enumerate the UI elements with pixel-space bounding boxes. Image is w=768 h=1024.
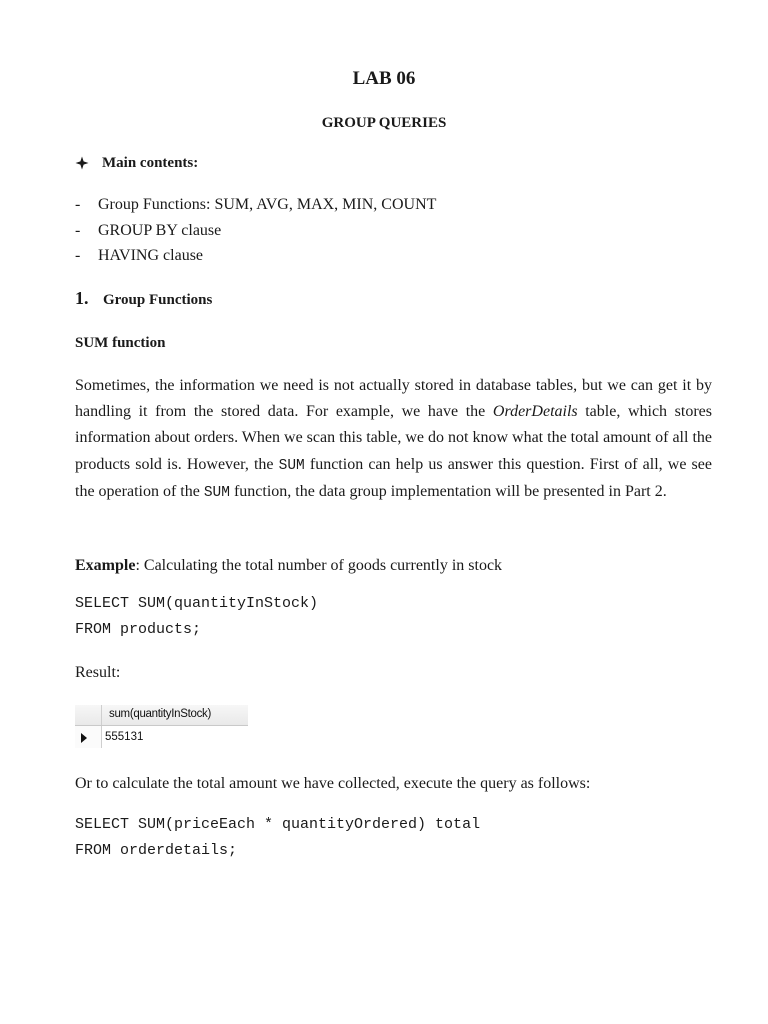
page-subtitle: GROUP QUERIES [321,115,447,131]
row-selector[interactable] [75,726,102,748]
table-name-orderdetails: OrderDetails [492,403,578,421]
page-title: LAB 06 [352,68,416,89]
paragraph-text: function, the data group implementation will be presented in Part 2. [229,482,667,500]
grid-corner [75,705,102,725]
list-dash: - [75,196,81,213]
list-dash: - [75,221,81,239]
paragraph-text: Sometimes, the information we need is not actually stored in database tables, but we can get it by handling it from the stored data. For example, we have the [75,377,712,421]
list-item [75,218,436,244]
list-dash: - [75,247,81,264]
total-amount-paragraph: Or to calculate the total amount we have collected, execute the query as follows: [75,775,591,792]
list-item-text: GROUP BY clause [98,221,222,239]
sum-function-heading: SUM function [75,335,166,351]
result-cell[interactable] [105,728,248,746]
code-line: FROM products; [75,621,202,638]
list-item-text: Group Functions: SUM, AVG, MAX, MIN, COUNT [98,196,437,213]
table-row[interactable] [75,726,248,748]
result-grid-header [75,705,248,726]
example-text: : Calculating the total number of goods currently in stock [135,557,503,574]
result-grid [75,705,248,749]
row-pointer-icon [81,733,87,743]
paragraph-text: table, which stores information about orders. When we scan this table, we do not know what the total amount of all the products sold is. However, the [75,403,712,473]
diamond-bullet-icon [75,156,89,170]
inline-code-sum: SUM [278,457,305,474]
example-label: Example [75,557,136,574]
example-line [75,554,502,578]
result-label: Result: [75,664,121,681]
code-block-sum-total [75,812,480,864]
list-item-text: HAVING clause [98,247,204,264]
inline-code-sum: SUM [203,484,230,501]
main-contents-list [75,192,436,269]
main-contents-heading [75,152,198,174]
section-label: Group Functions [103,292,213,308]
code-line: SELECT SUM(priceEach * quantityOrdered) total [75,816,481,833]
result-value: 555131 [105,731,144,743]
section-heading-group-functions [75,288,212,309]
main-contents-label: Main contents: [102,155,199,171]
paragraph-text: function can help us answer this question. First of all, we see the operation of the [75,455,712,500]
sum-description-paragraph [75,373,712,506]
list-item [75,192,436,218]
column-header: sum(quantityInStock) [109,708,212,720]
list-item [75,243,436,269]
code-line: FROM orderdetails; [75,842,238,859]
section-number: 1. [75,288,89,308]
code-block-sum-quantity [75,591,318,643]
code-line: SELECT SUM(quantityInStock) [75,595,319,612]
